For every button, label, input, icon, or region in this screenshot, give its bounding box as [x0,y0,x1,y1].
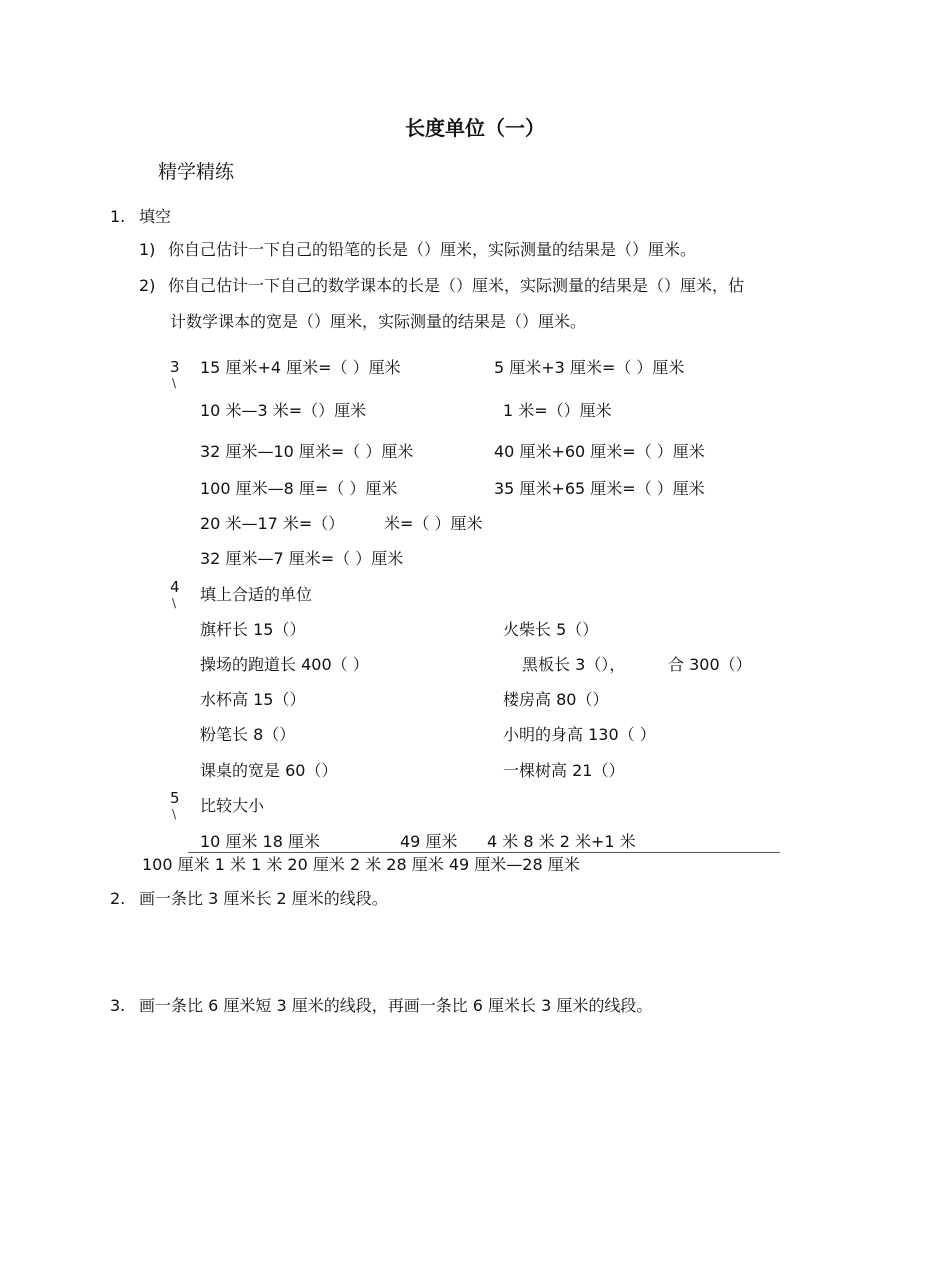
q1-p4-item: 水杯高 15（） [200,690,306,709]
q1-p1-number: 1) [139,240,156,259]
page-title: 长度单位（一） [405,116,545,140]
q1-p5-tick: \ [172,807,177,821]
divider-line [188,852,780,853]
q1-p2-number: 2) [139,276,156,295]
q1-p3-row4-right: 35 厘米+65 厘米=（ ）厘米 [494,479,705,498]
q1-p3-row2-left: 10 米—3 米=（）厘米 [200,401,367,420]
q1-p4-item: 合 300（） [668,655,752,674]
q1-p3-number: 3 [170,358,180,376]
q1-p4-item: 小明的身高 130（ ） [503,725,656,744]
q2-number: 2. [110,889,126,908]
q1-p3-row5-right: 米=（ ）厘米 [384,514,483,533]
q2-text: 画一条比 3 厘米长 2 厘米的线段。 [139,889,388,908]
q1-p2-line1: 你自己估计一下自己的数学课本的长是（）厘米，实际测量的结果是（）厘米，估 [168,276,745,295]
q1-p4-item: 粉笔长 8（） [200,725,296,744]
q1-p3-row4-left: 100 厘米—8 厘=（ ）厘米 [200,479,398,498]
q1-p3-row6-left: 32 厘米—7 厘米=（ ）厘米 [200,549,404,568]
q1-p2-line2: 计数学课本的宽是（）厘米，实际测量的结果是（）厘米。 [170,312,587,331]
q1-p4-number: 4 [170,578,180,596]
q1-p4-item: 黑板长 3（）， [522,655,626,674]
q1-p4-label: 填上合适的单位 [200,585,313,604]
q1-p3-row5-left: 20 米—17 米=（） [200,514,345,533]
q1-number: 1. [110,207,126,226]
q1-p1-text: 你自己估计一下自己的铅笔的长是（）厘米，实际测量的结果是（）厘米。 [168,240,697,259]
q1-p5-row1-c: 4 米 8 米 2 米+1 米 [487,832,636,851]
q1-label: 填空 [139,207,172,226]
q1-p3-row1-left: 15 厘米+4 厘米=（ ）厘米 [200,358,401,377]
q1-p3-row2-right: 1 米=（）厘米 [503,401,612,420]
q1-p3-tick: \ [172,376,177,390]
q1-p4-tick: \ [172,596,177,610]
q1-p4-item: 一棵树高 21（） [503,761,625,780]
q1-p4-item: 课桌的宽是 60（） [200,761,338,780]
section-heading: 精学精练 [158,161,235,183]
q3-number: 3. [110,996,126,1015]
q1-p4-item: 楼房高 80（） [503,690,609,709]
q1-p4-item: 旗杆长 15（） [200,620,306,639]
q1-p5-row1-b: 49 厘米 [400,832,458,851]
q1-p5-number: 5 [170,789,180,807]
q1-p4-item: 操场的跑道长 400（ ） [200,655,369,674]
q1-p5-row2: 100 厘米 1 米 1 米 20 厘米 2 米 28 厘米 49 厘米—28 厘米 [142,855,580,874]
q1-p3-row3-left: 32 厘米—10 厘米=（ ）厘米 [200,442,414,461]
q1-p3-row1-right: 5 厘米+3 厘米=（ ）厘米 [494,358,685,377]
q1-p5-label: 比较大小 [200,796,265,815]
q1-p3-row3-right: 40 厘米+60 厘米=（ ）厘米 [494,442,705,461]
q1-p4-item: 火柴长 5（） [503,620,599,639]
q3-text: 画一条比 6 厘米短 3 厘米的线段，再画一条比 6 厘米长 3 厘米的线段。 [139,996,653,1015]
q1-p5-row1-a: 10 厘米 18 厘米 [200,832,320,851]
